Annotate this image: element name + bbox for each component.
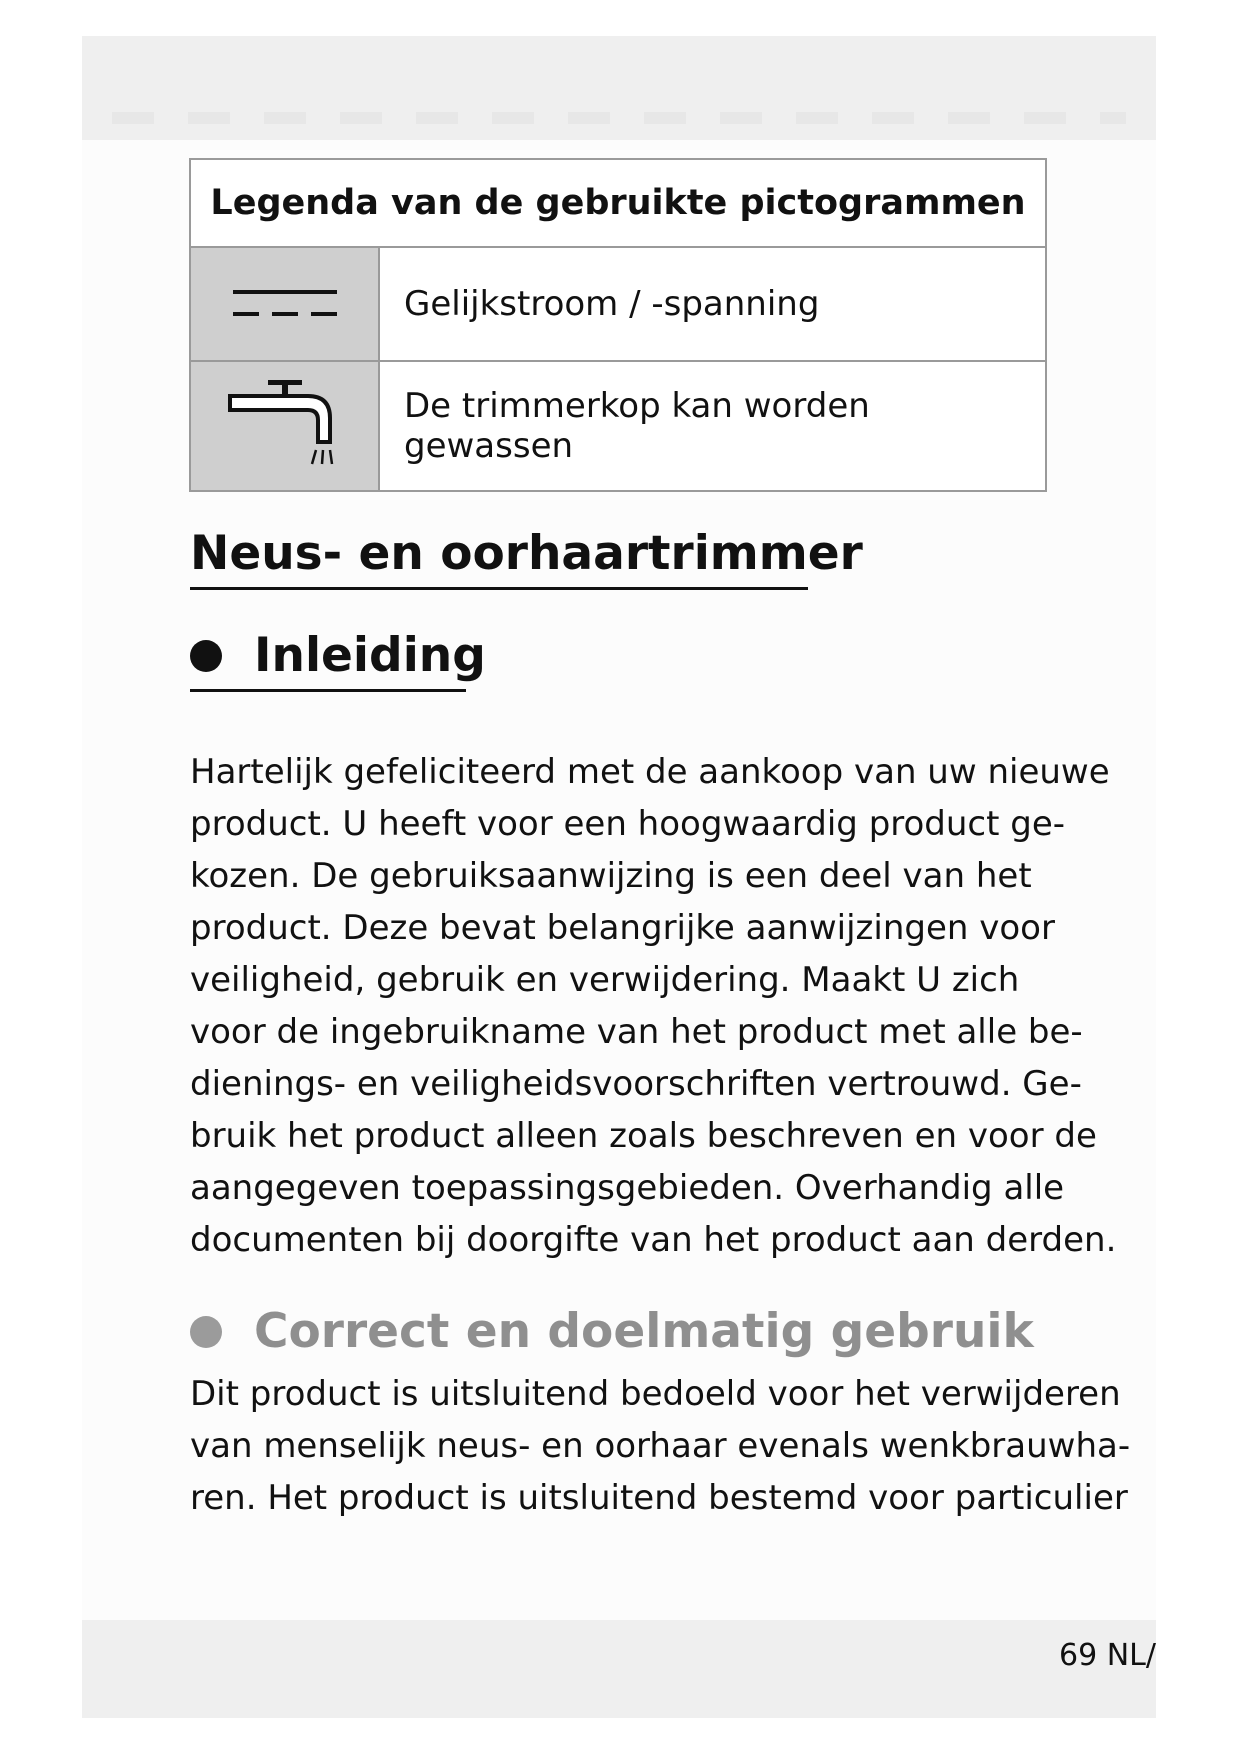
use-paragraph [190, 1368, 1131, 1524]
legend-row [191, 362, 1045, 490]
page-title: Neus- en oorhaartrimmer [190, 526, 808, 590]
legend-row [191, 248, 1045, 362]
text-line: kozen. De gebruiksaanwijzing is een deel van het [190, 856, 1032, 896]
text-line: product. U heeft voor een hoogwaardig product ge- [190, 804, 1066, 844]
intro-heading: Inleiding [254, 628, 486, 683]
text-line: veiligheid, gebruik en verwijdering. Maakt U zich [190, 960, 1020, 1000]
bullet-icon [190, 640, 222, 672]
footer-band [82, 1620, 1156, 1718]
legend-text-dc: Gelijkstroom / -spanning [404, 284, 820, 324]
legend-table [189, 158, 1047, 492]
water-tap-icon [220, 376, 350, 476]
direct-current-icon [225, 284, 345, 324]
legend-title: Legenda van de gebruikte pictogrammen [191, 160, 1045, 248]
text-line: van menselijk neus- en oorhaar evenals wenkbrauwha- [190, 1426, 1131, 1466]
use-heading: Correct en doelmatig gebruik [254, 1304, 1034, 1359]
intro-paragraph [190, 746, 1117, 1266]
text-line: Hartelijk gefeliciteerd met de aankoop van uw nieuwe [190, 752, 1110, 792]
section-heading-intro [190, 628, 486, 692]
bullet-icon [190, 1316, 222, 1348]
text-line: product. Deze bevat belangrijke aanwijzingen voor [190, 908, 1055, 948]
section-heading-use [190, 1304, 1034, 1359]
legend-text-wash: De trimmerkop kan worden gewassen [404, 386, 870, 466]
page-number: 69 NL/ [1059, 1638, 1156, 1673]
text-line: ren. Het product is uitsluitend bestemd voor particulier [190, 1478, 1128, 1518]
text-line: bruik het product alleen zoals beschreven en voor de [190, 1116, 1097, 1156]
text-line: documenten bij doorgifte van het product aan derden. [190, 1220, 1117, 1260]
header-band [82, 36, 1156, 140]
text-line: aangegeven toepassingsgebieden. Overhandig alle [190, 1168, 1065, 1208]
text-line: Dit product is uitsluitend bedoeld voor het verwijderen [190, 1374, 1121, 1414]
text-line: dienings- en veiligheidsvoorschriften vertrouwd. Ge- [190, 1064, 1082, 1104]
text-line: voor de ingebruikname van het product met alle be- [190, 1012, 1083, 1052]
